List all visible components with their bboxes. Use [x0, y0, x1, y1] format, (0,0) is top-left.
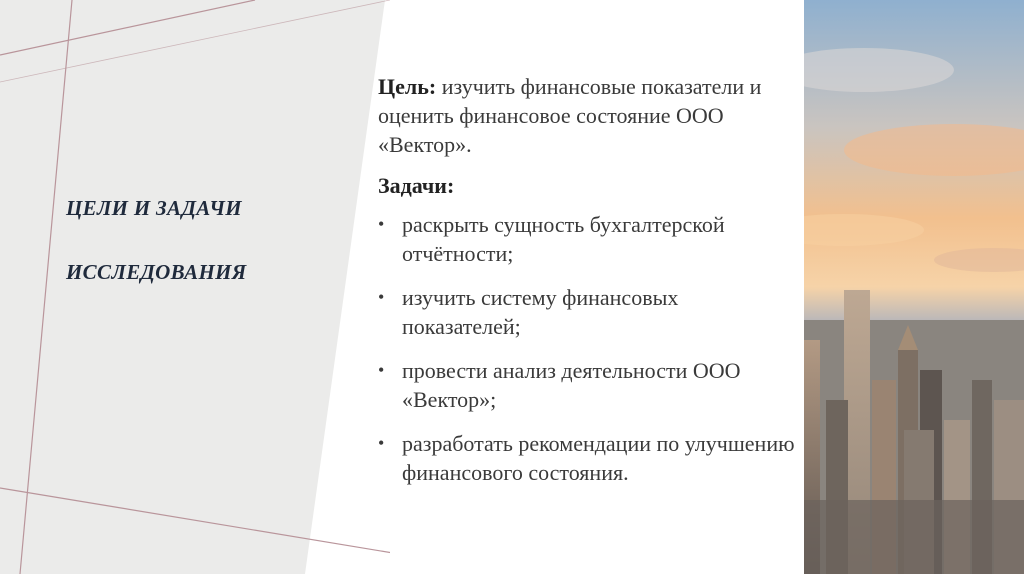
- task-text: раскрыть сущность бухгалтерской отчётности;: [402, 212, 725, 266]
- task-item: [378, 429, 798, 487]
- task-item: [378, 283, 798, 341]
- city-skyline-photo: [804, 0, 1024, 574]
- content-block: [378, 72, 798, 502]
- goal-label: Цель:: [378, 74, 437, 99]
- title-line-2: ИССЛЕДОВАНИЯ: [66, 260, 247, 284]
- bullet: •: [378, 287, 385, 307]
- tasks-heading: Задачи:: [378, 173, 455, 198]
- left-decor-panel: [0, 0, 390, 574]
- task-text: провести анализ деятельности ООО «Вектор»;: [402, 358, 741, 412]
- bullet: •: [378, 360, 385, 380]
- slide-title: [66, 176, 366, 304]
- tasks-list: [378, 210, 798, 487]
- title-line-1: ЦЕЛИ И ЗАДАЧИ: [66, 196, 242, 220]
- skyline-image: [804, 0, 1024, 574]
- goal-text: изучить финансовые показатели и оценить финансовое состояние ООО «Вектор».: [378, 74, 762, 157]
- task-text: изучить систему финансовых показателей;: [402, 285, 679, 339]
- task-item: [378, 210, 798, 268]
- task-text: разработать рекомендации по улучшению финансового состояния.: [402, 431, 795, 485]
- bullet: •: [378, 214, 385, 234]
- goal-paragraph: [378, 72, 798, 159]
- task-item: [378, 356, 798, 414]
- bullet: •: [378, 433, 385, 453]
